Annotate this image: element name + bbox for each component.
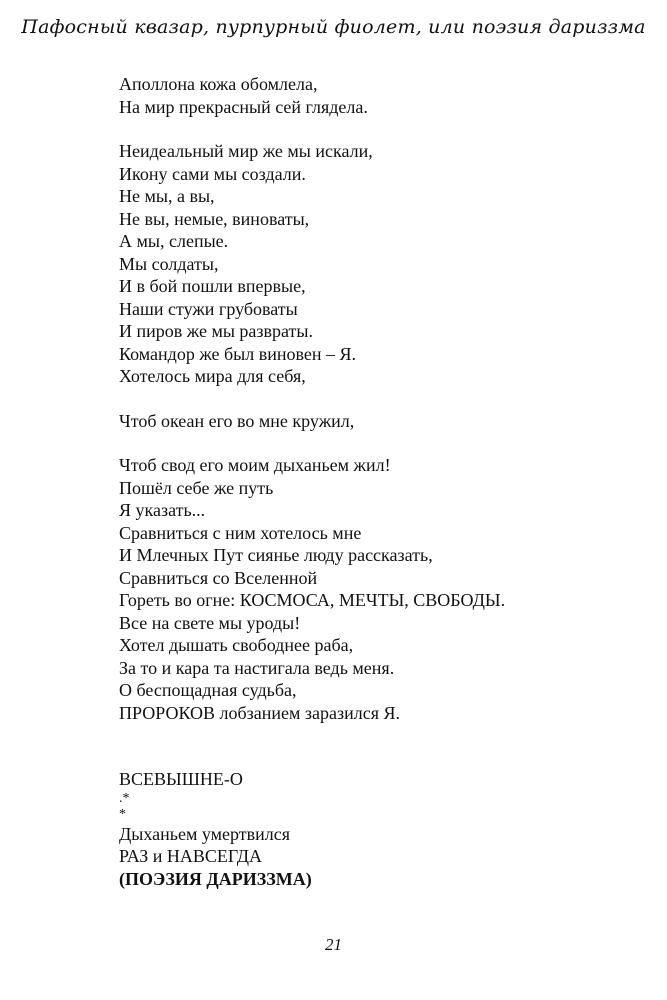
poem-line: ВСЕВЫШНЕ-О bbox=[119, 769, 243, 789]
poem-line: На мир прекрасный сей глядела. bbox=[119, 96, 368, 117]
poem-line: Аполлона кожа обомлела, bbox=[119, 74, 318, 94]
poem-line: Сравниться со Вселенной bbox=[119, 567, 318, 588]
poem-line: Чтоб свод его моим дыханьем жил! bbox=[119, 455, 391, 475]
page-number: 21 bbox=[325, 935, 342, 954]
poem-line: И в бой пошли впервые, bbox=[119, 276, 306, 296]
poem-line: Хотел дышать свободнее раба, bbox=[119, 635, 354, 655]
closing-signature-line: (ПОЭЗИЯ ДАРИЗЗМА) bbox=[119, 868, 312, 889]
poem-line: ПРОРОКОВ лобзанием заразился Я. bbox=[119, 702, 400, 723]
poem-line: И пиров же мы развраты. bbox=[119, 321, 314, 341]
poem-line: За то и кара та настигала ведь меня. bbox=[119, 657, 395, 678]
poem-line: Не вы, немые, виноваты, bbox=[119, 208, 310, 229]
stanza bbox=[119, 140, 639, 388]
poem-line: Все на свете мы уроды! bbox=[119, 612, 301, 633]
running-header: Пафосный квазар, пурпурный фиолет, или поэзия дариззма bbox=[21, 16, 646, 38]
stanza bbox=[119, 410, 639, 433]
poem-line: Дыханьем умертвился bbox=[119, 823, 290, 844]
poem-line: Не мы, а вы, bbox=[119, 186, 215, 206]
poem-line: А мы, слепые. bbox=[119, 231, 229, 251]
asterisk-line: * bbox=[119, 806, 126, 822]
poem-line: Наши стужи грубоваты bbox=[119, 298, 298, 319]
poem-line: Чтоб океан его во мне кружил, bbox=[119, 410, 355, 431]
stanza bbox=[119, 768, 639, 890]
poem-line: Хотелось мира для себя, bbox=[119, 366, 306, 386]
poem-body bbox=[119, 73, 639, 890]
poem-line: О беспощадная судьба, bbox=[119, 680, 297, 700]
poem-line: Сравниться с ним хотелось мне bbox=[119, 522, 362, 543]
poem-line: Я указать... bbox=[119, 500, 206, 520]
poem-line: Неидеальный мир же мы искали, bbox=[119, 141, 373, 161]
stanza bbox=[119, 73, 639, 118]
poem-line: Икону сами мы создали. bbox=[119, 163, 306, 184]
stanza bbox=[119, 454, 639, 724]
poem-line: Командор же был виновен – Я. bbox=[119, 343, 357, 364]
poem-line: И Млечных Пут сиянье люду рассказать, bbox=[119, 545, 433, 565]
poem-line: Гореть во огне: КОСМОСА, МЕЧТЫ, СВОБОДЫ. bbox=[119, 590, 506, 610]
poem-line: Пошёл себе же путь bbox=[119, 477, 274, 498]
poem-line: Мы солдаты, bbox=[119, 253, 219, 274]
poem-line: РАЗ и НАВСЕГДА bbox=[119, 846, 263, 866]
asterisk-line: .* bbox=[119, 790, 130, 806]
